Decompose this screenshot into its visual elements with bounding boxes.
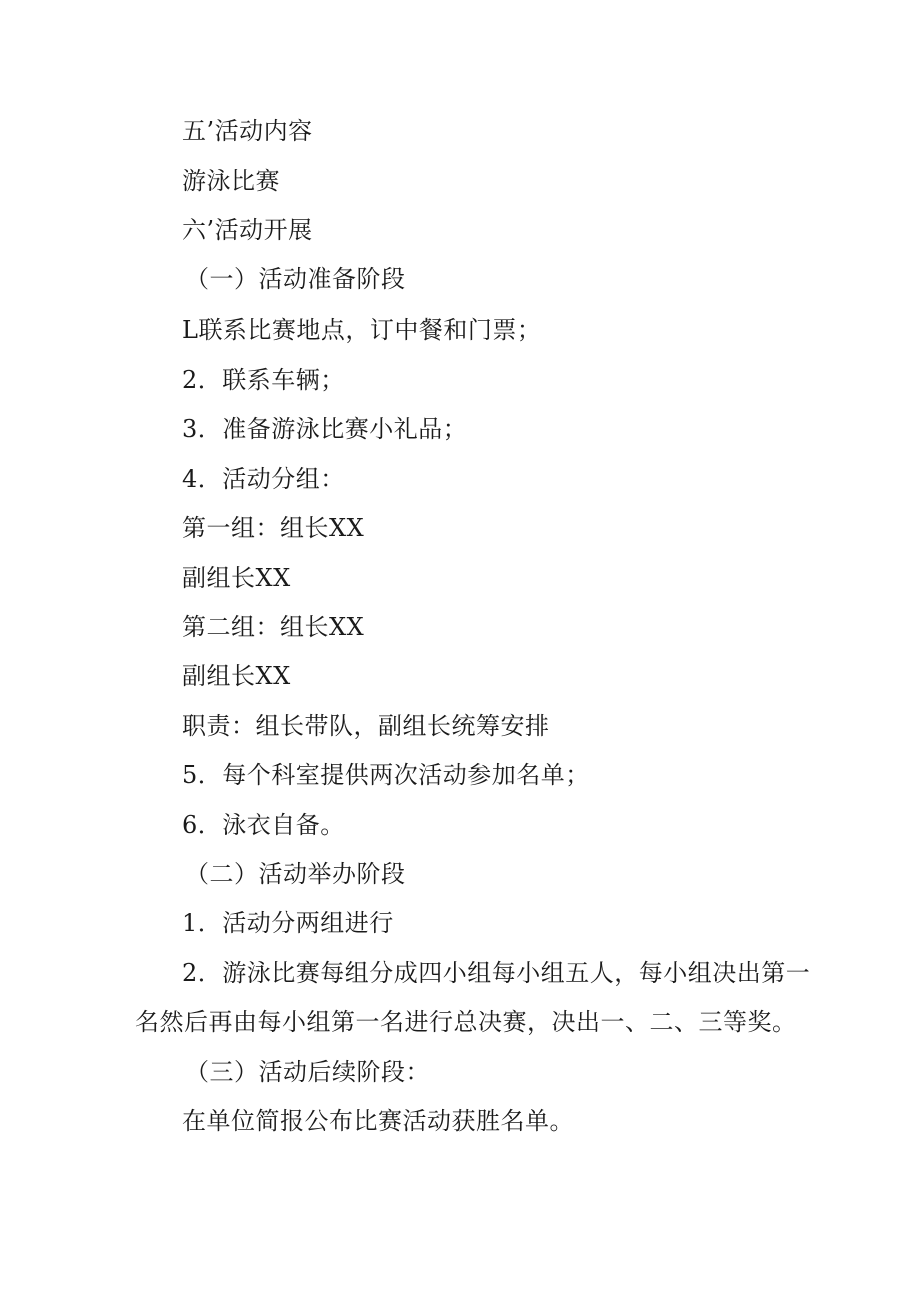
group-line: 第二组：组长XX	[182, 613, 365, 641]
paragraph-text: 在单位简报公布比赛活动获胜名单。	[182, 1107, 574, 1135]
subsection-heading-2: （二）活动举办阶段	[185, 860, 406, 888]
group-line: 副组长XX	[182, 662, 291, 690]
list-item: 2．游泳比赛每组分成四小组每小组五人，每小组决出第一	[182, 959, 811, 987]
list-item-continuation: 名然后再由每小组第一名进行总决赛，决出一、二、三等奖。	[135, 1008, 797, 1036]
list-item: 4．活动分组：	[182, 465, 345, 493]
subsection-heading-3: （三）活动后续阶段：	[185, 1058, 430, 1086]
paragraph-text: 游泳比赛	[182, 167, 280, 195]
section-heading-6: 六’活动开展	[182, 216, 313, 244]
list-item: 1．活动分两组进行	[182, 909, 394, 937]
group-line: 副组长XX	[182, 564, 291, 592]
section-heading-5: 五’活动内容	[182, 117, 313, 145]
list-item: 3．准备游泳比赛小礼品；	[182, 415, 468, 443]
duty-line: 职责：组长带队，副组长统筹安排	[182, 712, 550, 740]
group-line: 第一组：组长XX	[182, 514, 365, 542]
list-item: 5．每个科室提供两次活动参加名单；	[182, 761, 590, 789]
list-item: 2．联系车辆；	[182, 366, 345, 394]
subsection-heading-1: （一）活动准备阶段	[185, 265, 406, 293]
list-item: 6．泳衣自备。	[182, 811, 345, 839]
list-item: L联系比赛地点，订中餐和门票；	[182, 316, 542, 344]
